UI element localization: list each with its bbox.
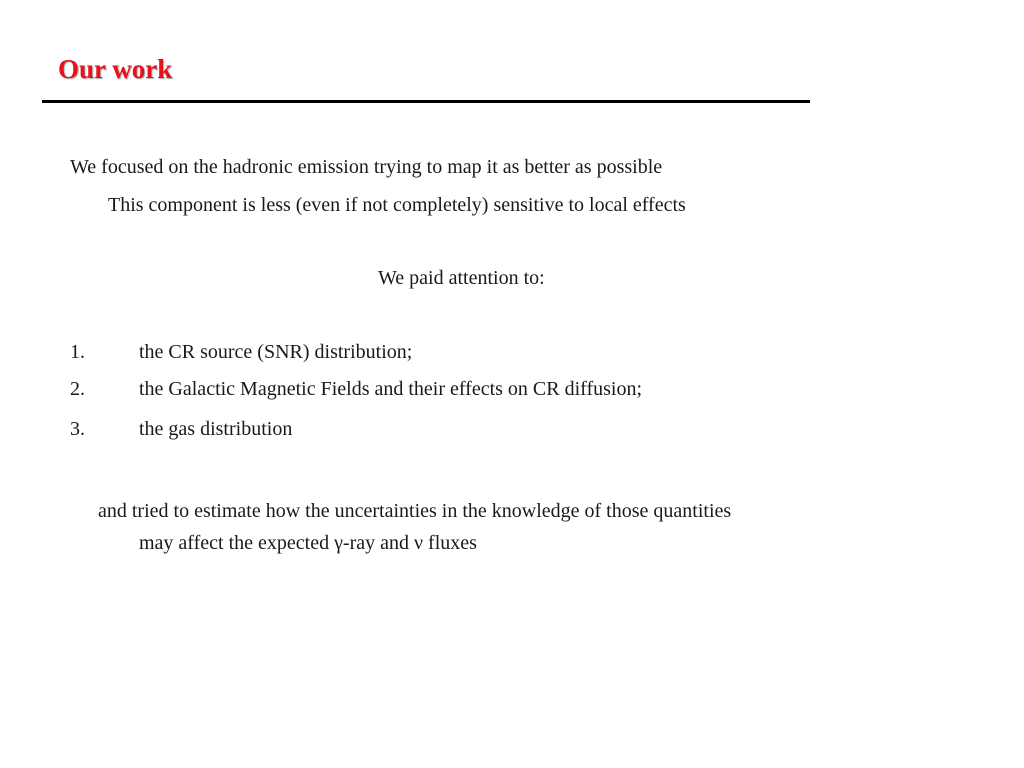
list-item-number: 3.: [70, 418, 85, 440]
title-divider: [42, 100, 810, 103]
intro-line-2: This component is less (even if not completely) sensitive to local effects: [108, 194, 686, 216]
slide-title: Our work: [58, 54, 173, 84]
intro-line-1: We focused on the hadronic emission trying to map it as better as possible: [70, 156, 663, 178]
attention-heading: We paid attention to:: [378, 267, 545, 289]
conclusion-line-2: may affect the expected γ-ray and ν fluxes: [139, 532, 477, 554]
list-item-number: 2.: [70, 378, 85, 400]
list-item-text: the Galactic Magnetic Fields and their effects on CR diffusion;: [139, 378, 643, 400]
list-item-number: 1.: [70, 341, 85, 363]
list-item-text: the gas distribution: [139, 418, 293, 440]
list-item-text: the CR source (SNR) distribution;: [139, 341, 413, 363]
conclusion-line-1: and tried to estimate how the uncertainties in the knowledge of those quantities: [98, 500, 732, 522]
